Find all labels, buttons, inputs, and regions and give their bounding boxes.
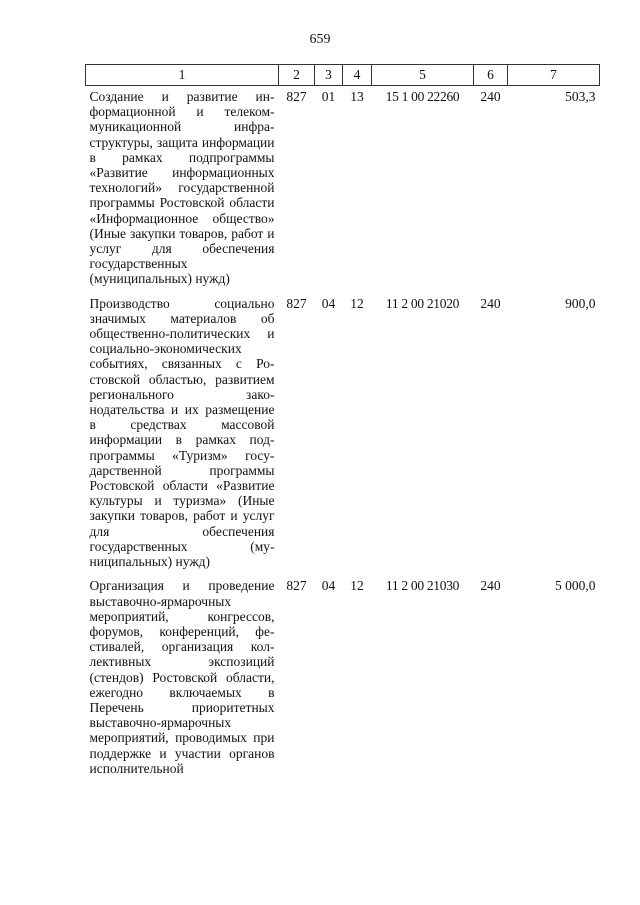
row-subsection-code: 12	[350, 578, 364, 594]
column-header-7: 7	[508, 65, 600, 86]
row-amount: 503,3	[565, 89, 596, 104]
page-number: 659	[309, 32, 331, 47]
row-description: Организация и проведение выставочно-ярмарочных мероприятий, конгрессов, форумов, конференций, фестивалей, организация коллективных экспозиций (стендов) Ростовской области, ежегодно включаемых в Перечень приоритетных выставочно-ярмарочных мероприятий, проводимых при поддержке и участии органов исполнительной	[89, 578, 275, 776]
column-header-3: 3	[315, 65, 343, 86]
table-row	[86, 575, 600, 782]
row-ministry-code: 827	[286, 295, 307, 311]
row-expense-type: 240	[480, 89, 501, 104]
table-row	[86, 293, 600, 576]
row-ministry-code: 827	[286, 89, 307, 104]
budget-table	[85, 64, 600, 782]
row-amount: 900,0	[565, 295, 596, 311]
row-ministry-code: 827	[286, 578, 307, 594]
row-target-article: 11 2 00 21030	[385, 578, 460, 594]
column-header-1: 1	[86, 65, 279, 86]
row-expense-type: 240	[480, 295, 501, 311]
row-description: Производство социально значимых материалов об общественно-политических и социально-экономических событиях, связанных с Ростовской областью, развитием регионального законодательства и их размещение в средствах массовой информации в рамках подпрограммы «Туризм» государственной программы Ростовской области «Развитие культуры и туризма» (Иные закупки товаров, работ и услуг для обеспечения государственных (муниципальных) нужд)	[89, 295, 275, 570]
column-header-2: 2	[279, 65, 315, 86]
row-section-code: 04	[321, 295, 336, 311]
column-header-6: 6	[474, 65, 508, 86]
column-header-5: 5	[372, 65, 474, 86]
table-header-row	[86, 65, 600, 86]
row-subsection-code: 12	[350, 295, 364, 311]
row-description: Создание и развитие информационной и телекоммуникационной инфраструктуры, защита информации в рамках подпрограммы «Развитие информационных технологий» государственной программы Ростовской области «Информационное общество» (Иные закупки товаров, работ и услуг для обеспечения государственных (муниципальных) нужд)	[89, 89, 275, 287]
table-row	[86, 86, 600, 293]
row-target-article: 15 1 00 22260	[385, 89, 460, 104]
row-section-code: 01	[321, 89, 336, 104]
column-header-4: 4	[343, 65, 372, 86]
row-amount: 5 000,0	[555, 578, 596, 594]
row-target-article: 11 2 00 21020	[385, 295, 460, 311]
row-subsection-code: 13	[350, 89, 364, 104]
row-section-code: 04	[321, 578, 336, 594]
row-expense-type: 240	[480, 578, 501, 594]
